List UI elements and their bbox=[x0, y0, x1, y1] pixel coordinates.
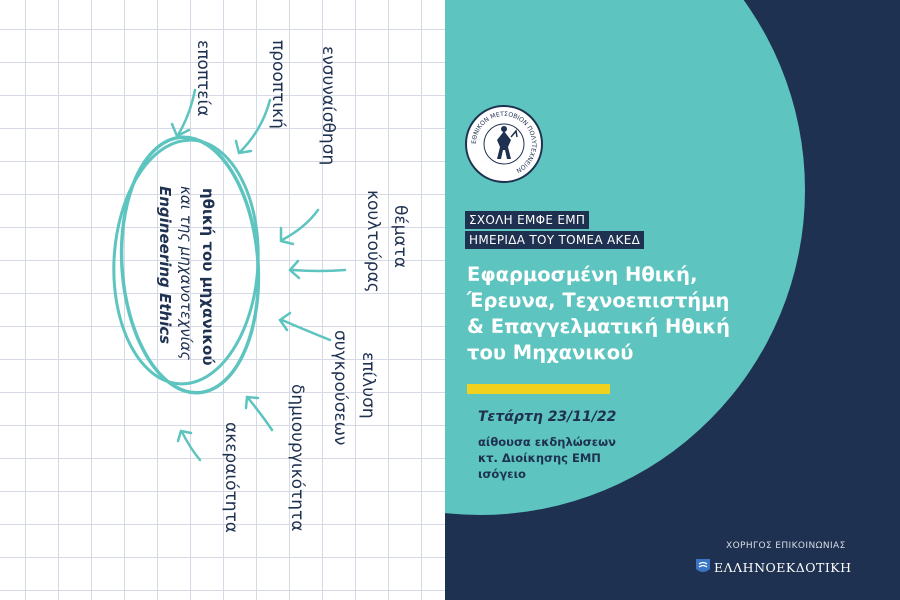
logo-ring-text: ΕΘΝΙΚΟΝ ΜΕΤΣΟΒΙΟΝ ΠΟΛΥΤΕΧΝΕΙΟΝ bbox=[470, 110, 538, 174]
arrow-prooptiki bbox=[240, 100, 270, 152]
arrow-ensynaisthisi bbox=[282, 210, 318, 240]
center-line-1: ηθική του μηχανικού bbox=[199, 188, 217, 366]
sponsor-label: ΧΟΡΗΓΟΣ ΕΠΙΚΟΙΝΩΝΙΑΣ bbox=[726, 541, 846, 551]
word-dimiourgikotita: δημιουργικότητα bbox=[287, 384, 307, 532]
venue-line-3: ισόγειο bbox=[478, 467, 526, 481]
venue-line-1: αίθουσα εκδηλώσεων bbox=[478, 435, 616, 449]
center-line-3: Engineering Ethics bbox=[156, 186, 174, 345]
sponsor-name: ΕΛΛΗΝΟΕΚΔΟΤΙΚΗ bbox=[714, 560, 852, 575]
arrow-koultouras bbox=[292, 270, 345, 271]
word-themata: θέματα bbox=[390, 205, 410, 269]
word-akeraiotita: ακεραιότητα bbox=[221, 422, 241, 534]
word-epilysi: επίλυση bbox=[358, 352, 378, 419]
event-date: Τετάρτη 23/11/22 bbox=[478, 409, 617, 425]
word-prooptiki: προοπτική bbox=[268, 40, 288, 129]
title-line-3: & Επαγγελματική Ηθική bbox=[467, 315, 731, 338]
word-epopteia: εποπτεία bbox=[193, 40, 213, 117]
arrow-dimiourgikotita bbox=[248, 398, 272, 430]
event-tag: ΗΜΕΡΙΔΑ ΤΟΥ ΤΟΜΕΑ ΑΚΕΔ bbox=[465, 231, 644, 249]
school-tag: ΣΧΟΛΗ ΕΜΦΕ ΕΜΠ bbox=[465, 211, 589, 229]
arrow-akeraiotita bbox=[182, 432, 200, 460]
event-title bbox=[467, 262, 787, 366]
title-line-2: Έρευνα, Τεχνοεπιστήμη bbox=[467, 289, 730, 312]
center-line-2: και της μηχανοτεχνίας bbox=[177, 186, 195, 361]
yellow-divider bbox=[467, 384, 610, 394]
ntua-logo bbox=[465, 105, 543, 183]
sponsor-logo-icon bbox=[695, 557, 711, 575]
ntua-logo-icon bbox=[467, 107, 541, 181]
word-koultouras: κουλτούρας bbox=[363, 190, 383, 293]
word-sygkrousewn: συγκρούσεων bbox=[330, 330, 350, 446]
title-line-1: Εφαρμοσμένη Ηθική, bbox=[467, 263, 698, 286]
venue-line-2: κτ. Διοίκησης ΕΜΠ bbox=[478, 451, 601, 465]
arrow-sygkrousewn bbox=[282, 320, 330, 340]
word-ensynaisthisi: ενσυναίσθηση bbox=[318, 46, 338, 166]
title-line-4: του Μηχανικού bbox=[467, 341, 634, 364]
